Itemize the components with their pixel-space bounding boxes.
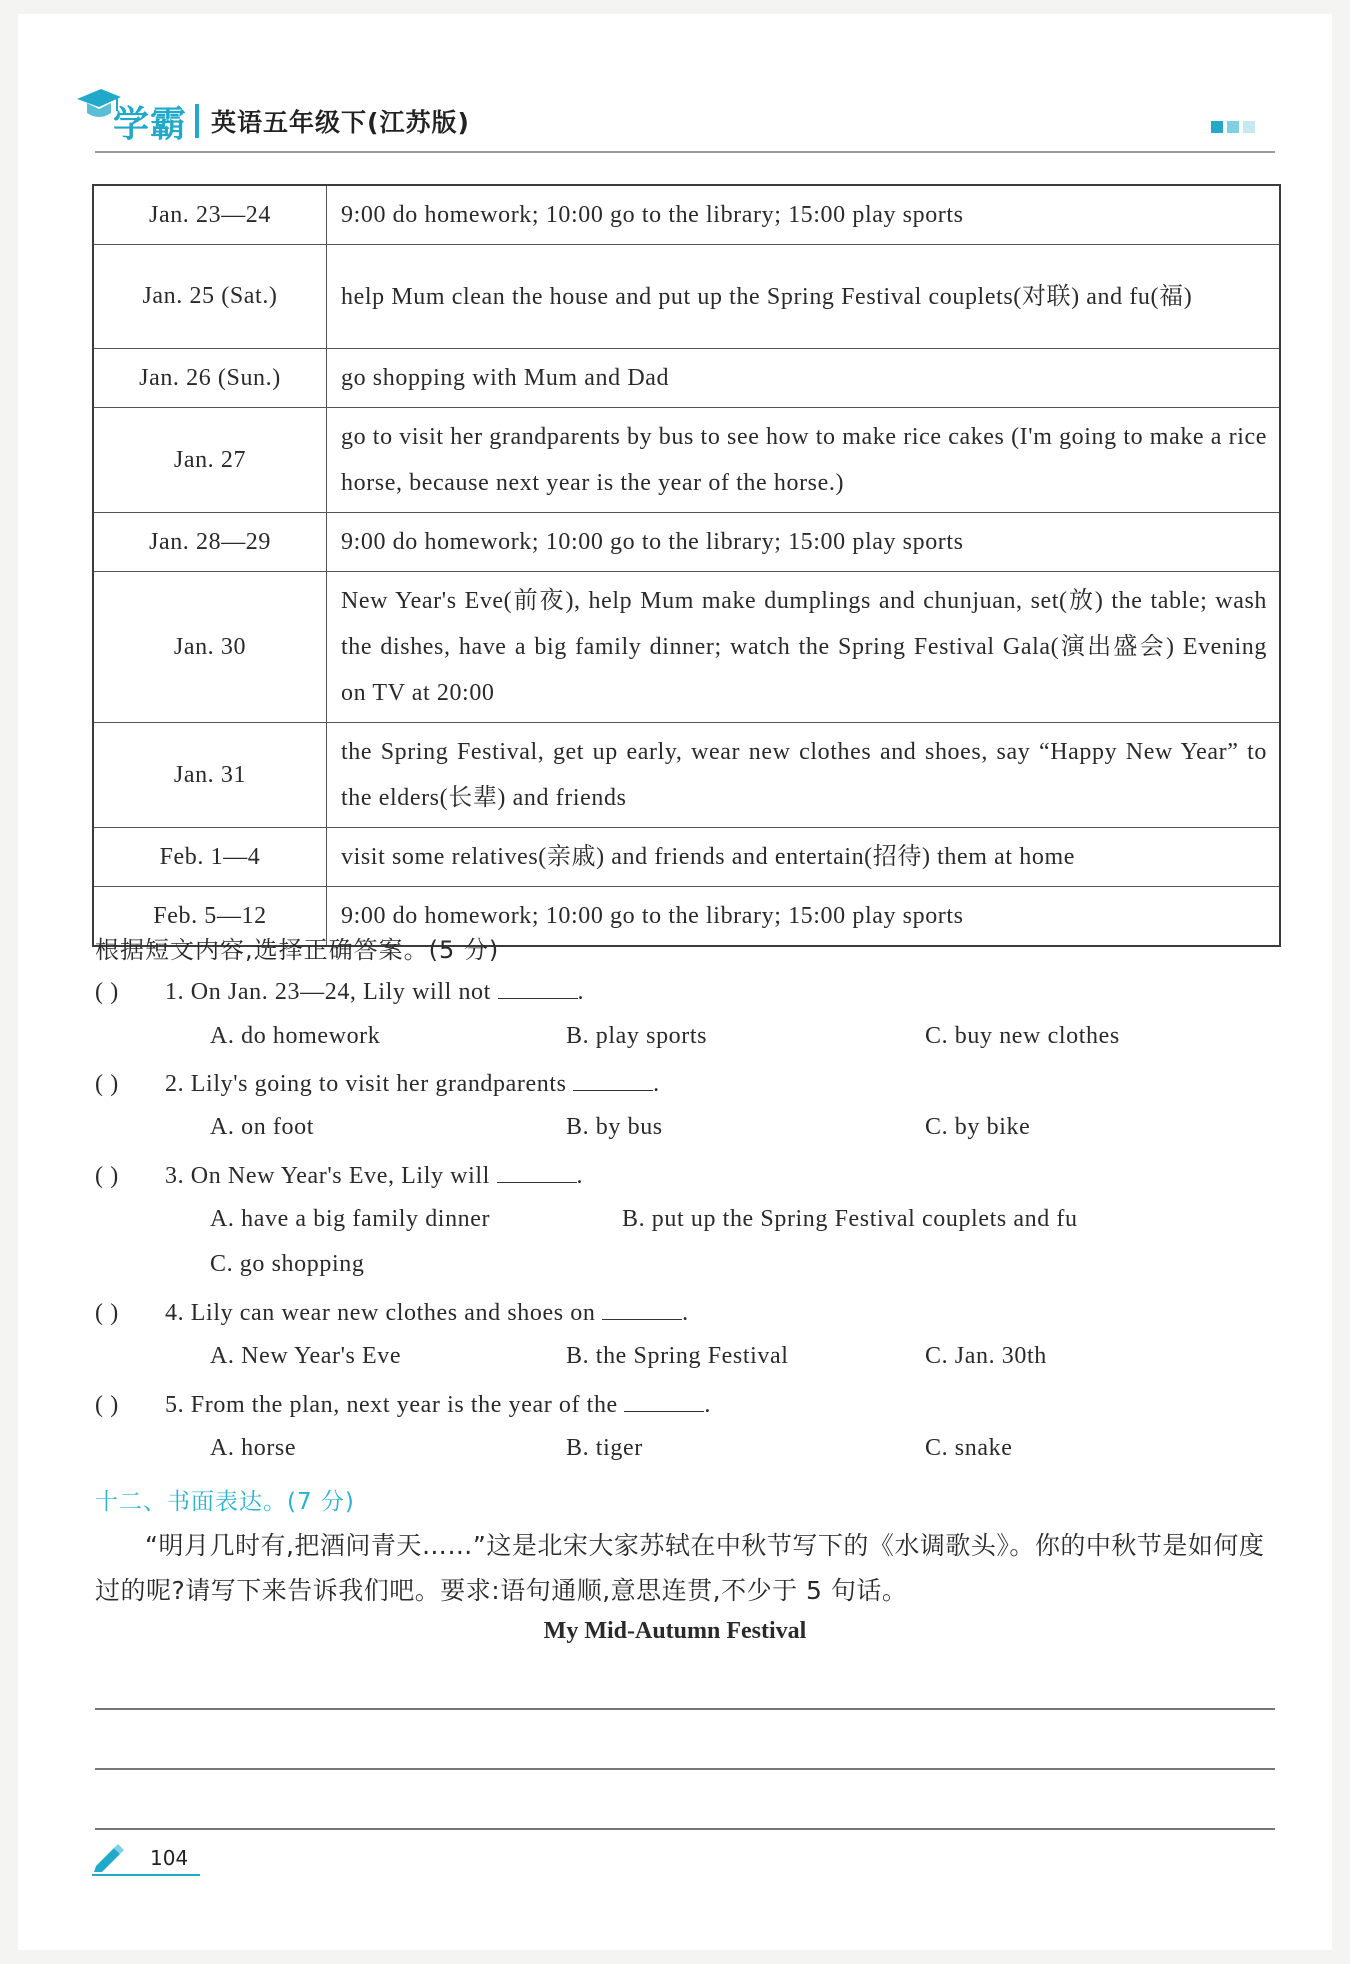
date-cell: Jan. 31 <box>93 723 327 828</box>
logo-divider <box>195 104 199 138</box>
activity-cell: 9:00 do homework; 10:00 go to the library; 15:00 play sports <box>327 513 1281 572</box>
writing-line[interactable] <box>95 1768 1275 1770</box>
activity-cell: go shopping with Mum and Dad <box>327 349 1281 408</box>
date-cell: Jan. 26 (Sun.) <box>93 349 327 408</box>
question-stem: 1. On Jan. 23—24, Lily will not <box>165 979 491 1005</box>
table-row <box>93 723 1280 828</box>
header-decoration <box>1211 121 1255 133</box>
date-cell: Jan. 23—24 <box>93 185 327 245</box>
question-instruction: 根据短文内容,选择正确答案。(5 分) <box>95 936 500 964</box>
page-number: 104 <box>150 1846 189 1870</box>
pencil-icon <box>92 1842 126 1872</box>
option-c[interactable]: C. Jan. 30th <box>925 1343 1047 1369</box>
question-end: . <box>704 1392 712 1418</box>
table-row <box>93 513 1280 572</box>
date-cell: Jan. 27 <box>93 408 327 513</box>
table-row <box>93 349 1280 408</box>
option-c[interactable]: C. snake <box>925 1435 1013 1461</box>
option-a[interactable]: A. have a big family dinner <box>210 1206 491 1232</box>
section-title: 十二、书面表达。(7 分) <box>95 1489 355 1515</box>
table-row <box>93 245 1280 349</box>
question-end: . <box>682 1300 689 1326</box>
answer-paren[interactable]: ( ) <box>95 979 119 1005</box>
question-stem: 2. Lily's going to visit her grandparents <box>165 1071 567 1097</box>
answer-paren[interactable]: ( ) <box>95 1392 119 1418</box>
question-2 <box>95 1068 660 1098</box>
activity-cell: 9:00 do homework; 10:00 go to the library; 15:00 play sports <box>327 185 1281 245</box>
activity-cell: the Spring Festival, get up early, wear new clothes and shoes, say “Happy New Year” to the elders(长辈) and friends <box>327 723 1281 828</box>
option-a[interactable]: A. New Year's Eve <box>210 1343 402 1369</box>
page-header <box>75 85 1275 155</box>
question-end: . <box>576 1163 584 1189</box>
option-b[interactable]: B. put up the Spring Festival couplets and fu <box>622 1206 1078 1232</box>
activity-cell: help Mum clean the house and put up the Spring Festival couplets(对联) and fu(福) <box>327 245 1281 349</box>
option-a[interactable]: A. on foot <box>210 1114 314 1140</box>
answer-paren[interactable]: ( ) <box>95 1163 119 1189</box>
writing-prompt: “明月几时有,把酒问青天……”这是北宋大家苏轼在中秋节写下的《水调歌头》。你的中秋节是如何度过的呢?请写下来告诉我们吧。要求:语句通顺,意思连贯,不少于 5 句话。 <box>95 1531 1265 1605</box>
schedule-table <box>92 184 1281 947</box>
date-cell: Jan. 25 (Sat.) <box>93 245 327 349</box>
option-c[interactable]: C. by bike <box>925 1114 1031 1140</box>
book-title: 英语五年级下(江苏版) <box>211 108 470 137</box>
date-cell: Feb. 1—4 <box>93 828 327 887</box>
header-divider <box>95 151 1275 153</box>
writing-line[interactable] <box>95 1828 1275 1830</box>
question-3 <box>95 1160 583 1190</box>
writing-line[interactable] <box>95 1708 1275 1710</box>
activity-cell: visit some relatives(亲戚) and friends and entertain(招待) them at home <box>327 828 1281 887</box>
question-5 <box>95 1389 711 1419</box>
date-cell: Jan. 30 <box>93 572 327 723</box>
table-row <box>93 408 1280 513</box>
option-b[interactable]: B. tiger <box>566 1435 643 1461</box>
option-b[interactable]: B. by bus <box>566 1114 663 1140</box>
date-cell: Jan. 28—29 <box>93 513 327 572</box>
question-stem: 5. From the plan, next year is the year of the <box>165 1392 618 1418</box>
table-row <box>93 572 1280 723</box>
activity-cell: go to visit her grandparents by bus to see how to make rice cakes (I'm going to make a rice horse, because next year is the year of the horse.) <box>327 408 1281 513</box>
option-b[interactable]: B. the Spring Festival <box>566 1343 789 1369</box>
answer-blank <box>497 1160 577 1183</box>
date-cell: Feb. 5—12 <box>93 887 327 947</box>
answer-blank <box>602 1297 682 1320</box>
table-row <box>93 185 1280 245</box>
question-end: . <box>577 979 585 1005</box>
option-c[interactable]: C. buy new clothes <box>925 1023 1120 1049</box>
question-1 <box>95 976 584 1006</box>
activity-cell: New Year's Eve(前夜), help Mum make dumplings and chunjuan, set(放) the table; wash the dishes, have a big family dinner; watch the Spring Festival Gala(演出盛会) Evening on TV at 20:00 <box>327 572 1281 723</box>
question-4 <box>95 1297 689 1327</box>
answer-blank <box>624 1389 704 1412</box>
option-a[interactable]: A. horse <box>210 1435 297 1461</box>
answer-paren[interactable]: ( ) <box>95 1071 119 1097</box>
essay-title: My Mid-Autumn Festival <box>543 1618 807 1644</box>
answer-paren[interactable]: ( ) <box>95 1300 119 1326</box>
table-row <box>93 828 1280 887</box>
option-b[interactable]: B. play sports <box>566 1023 708 1049</box>
footer-underline <box>92 1874 200 1876</box>
option-a[interactable]: A. do homework <box>210 1023 381 1049</box>
question-end: . <box>653 1071 660 1097</box>
question-stem: 4. Lily can wear new clothes and shoes on <box>165 1300 596 1326</box>
option-c[interactable]: C. go shopping <box>210 1251 365 1277</box>
answer-blank <box>573 1068 653 1091</box>
brand-logo: 学霸 <box>113 103 188 145</box>
page-footer <box>92 1842 202 1872</box>
activity-cell: 9:00 do homework; 10:00 go to the library; 15:00 play sports <box>327 887 1281 947</box>
question-stem: 3. On New Year's Eve, Lily will <box>165 1163 490 1189</box>
answer-blank <box>498 976 578 999</box>
